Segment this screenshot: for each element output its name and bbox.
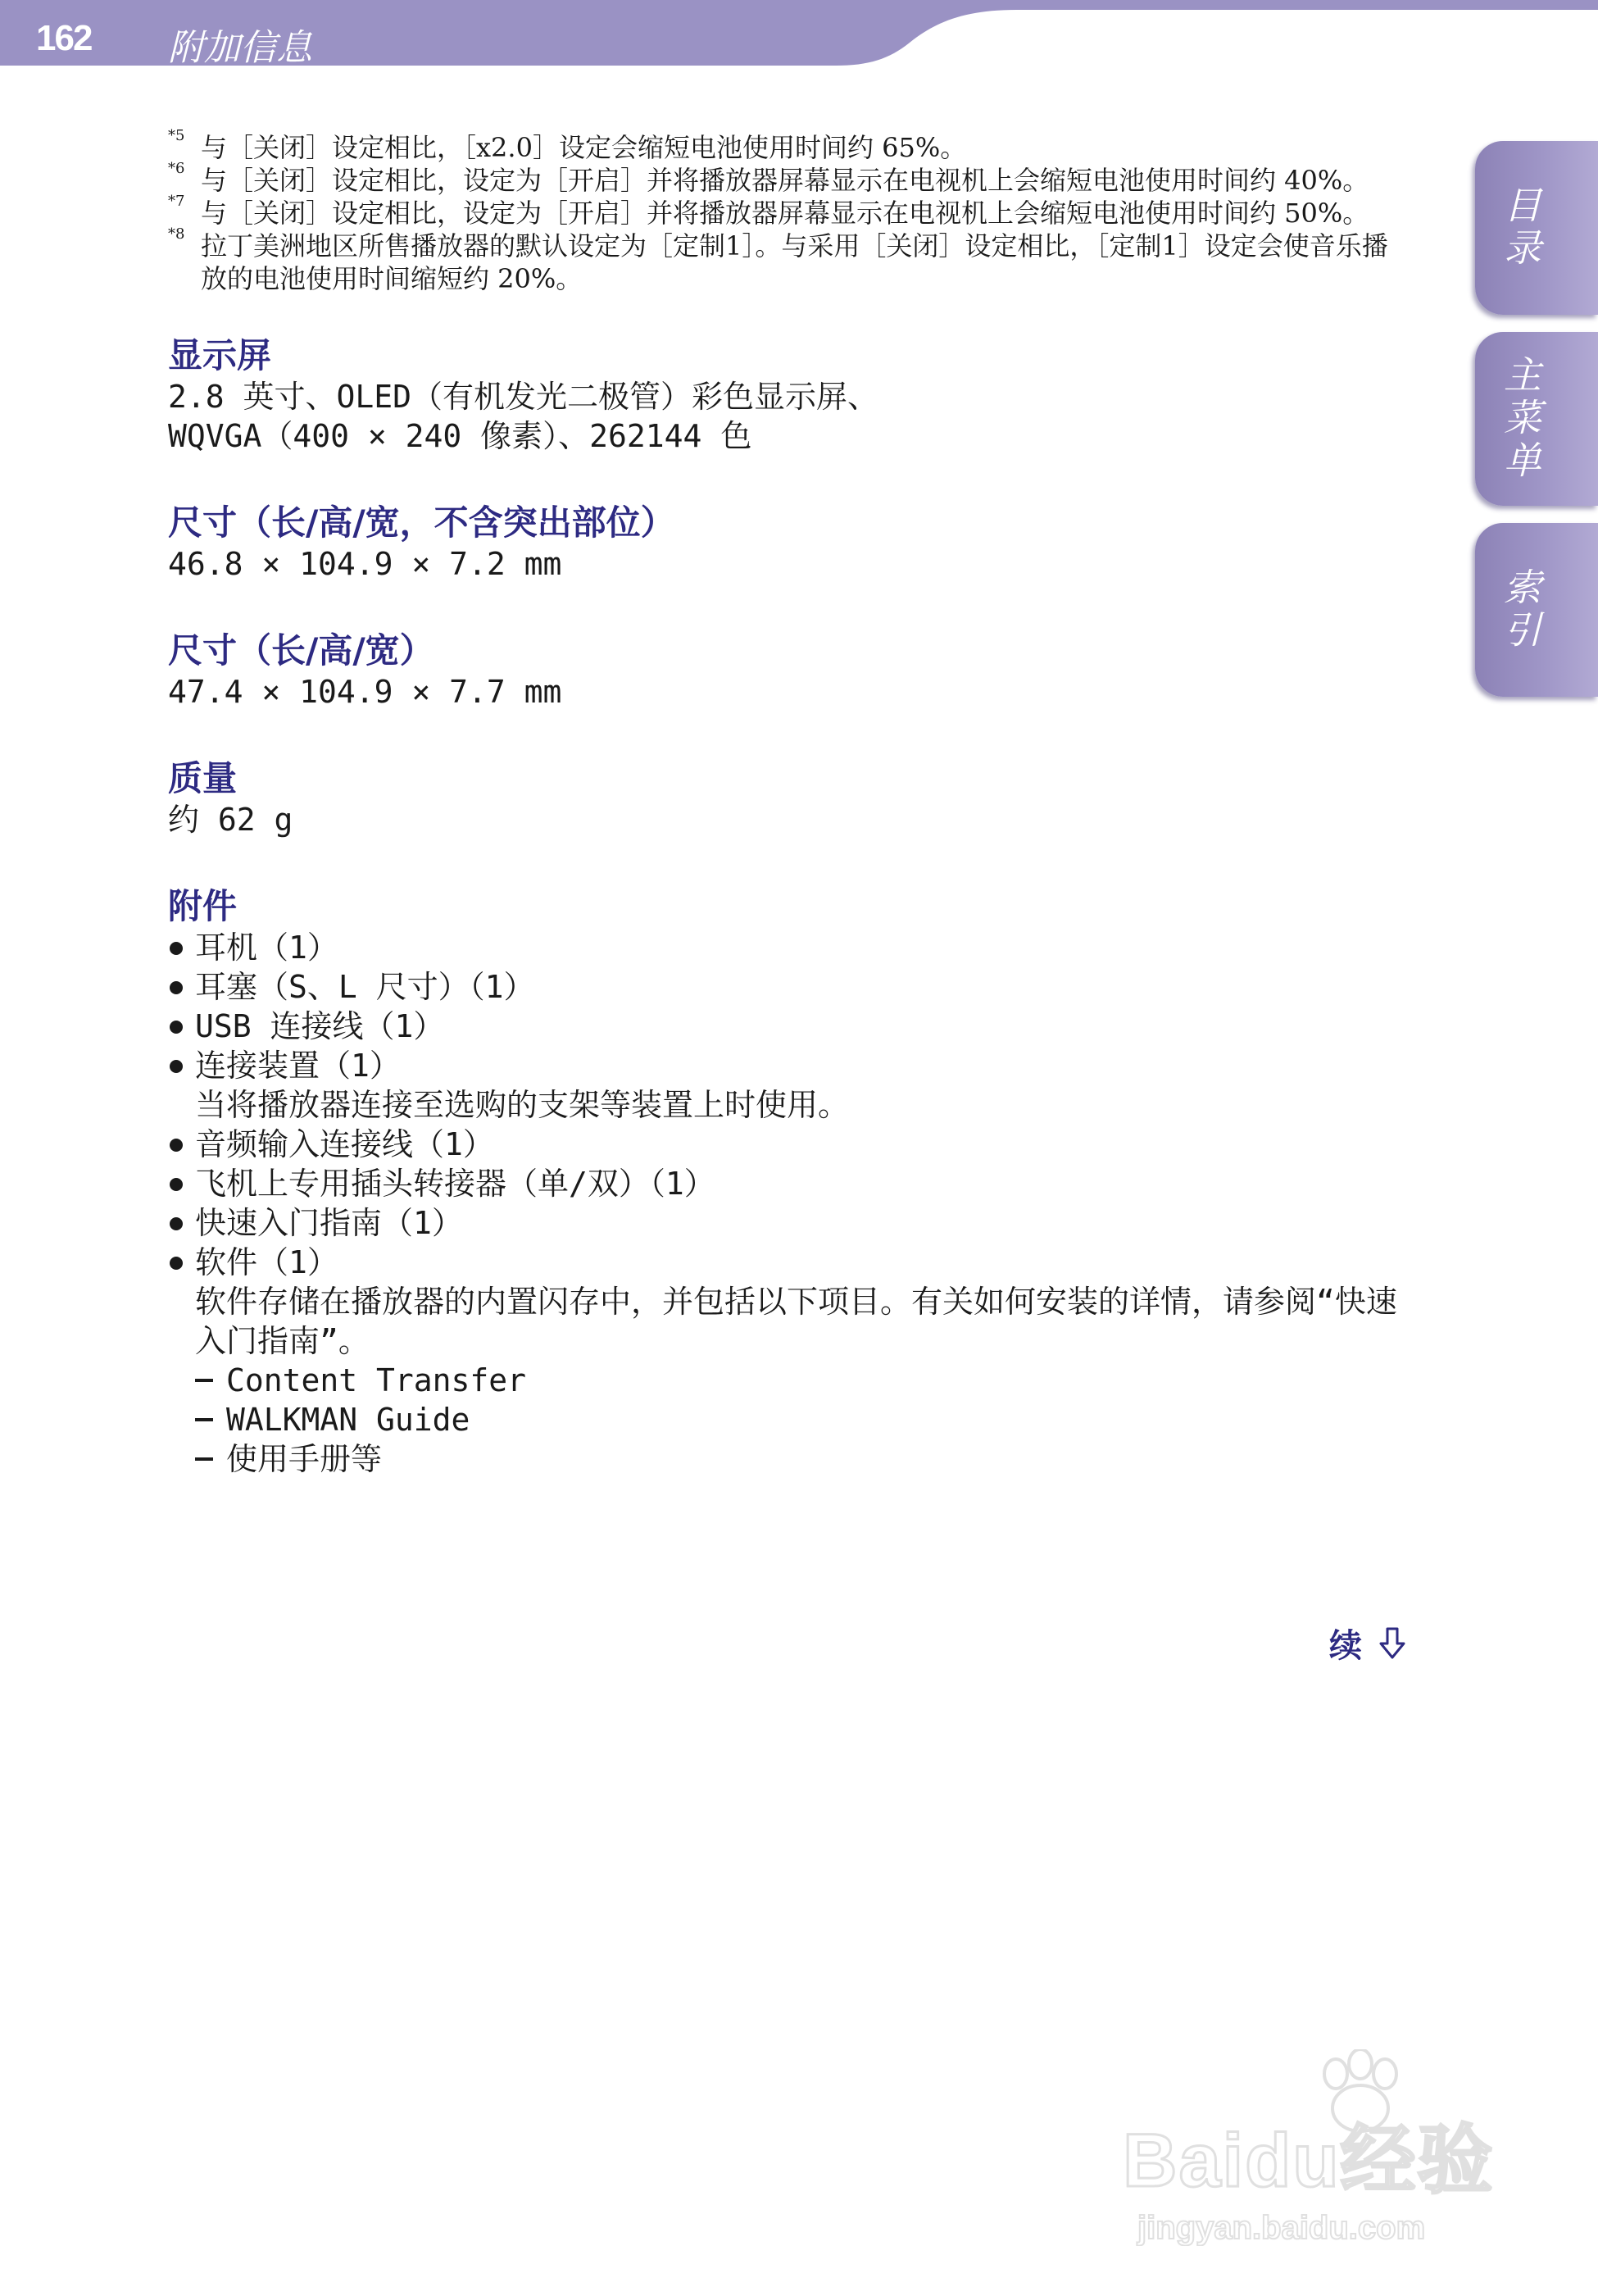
dimensions-heading: 尺寸（长/高/宽） (168, 630, 434, 671)
dimensions-excluding-heading: 尺寸（长/高/宽，不含突出部位） (168, 502, 675, 543)
bullet-icon (170, 981, 183, 994)
bullet-icon (170, 1217, 183, 1230)
section-title: 附加信息 (168, 27, 312, 69)
watermark-url: jingyan.baidu.com (1137, 2210, 1426, 2246)
tab-contents[interactable] (1475, 141, 1598, 315)
tab-main-menu-label: 主菜单 (1498, 355, 1542, 483)
accessory-audio-cable: 音频输入连接线（1） (168, 1125, 1414, 1164)
bullet-icon (170, 1139, 183, 1152)
accessories-list-continued (168, 1125, 1414, 1282)
tab-contents-label: 目录 (1498, 185, 1542, 271)
dash-icon (195, 1418, 213, 1421)
bullet-icon (170, 1257, 183, 1270)
footnote-text: 拉丁美洲地区所售播放器的默认设定为［定制1］。与采用［关闭］设定相比，［定制1］设定会使音乐播放的电池使用时间缩短约 20%。 (201, 230, 1388, 294)
dimensions-value: 47.4 × 104.9 × 7.7 mm (168, 674, 562, 710)
section-mass (168, 757, 1414, 839)
main-content (168, 127, 1414, 1479)
footnote-7 (168, 193, 1414, 230)
continued-label: 续 (1329, 1627, 1362, 1665)
section-dimensions-excluding (168, 502, 1414, 584)
bullet-icon (170, 942, 183, 955)
tab-index[interactable] (1475, 523, 1598, 697)
footnote-mark: *6 (168, 160, 185, 177)
accessory-earbuds: 耳塞（S、L 尺寸）（1） (168, 967, 1414, 1007)
footnote-8 (168, 225, 1414, 295)
accessory-attachment: 连接装置（1） (168, 1046, 1414, 1085)
accessory-plug-adaptor: 飞机上专用插头转接器（单/双）（1） (168, 1164, 1414, 1203)
accessory-quick-start: 快速入门指南（1） (168, 1203, 1414, 1243)
display-heading: 显示屏 (168, 335, 272, 375)
section-dimensions (168, 630, 1414, 712)
software-item-content-transfer: Content Transfer (168, 1361, 1414, 1400)
watermark-text: Baidu经验 (1123, 2119, 1495, 2203)
footnote-mark: *7 (168, 193, 185, 210)
mass-heading: 质量 (168, 758, 238, 798)
accessories-list (168, 928, 1414, 1085)
bullet-icon (170, 1060, 183, 1073)
footnote-mark: *8 (168, 225, 185, 243)
baidu-watermark (1123, 2049, 1516, 2262)
dash-icon (195, 1457, 213, 1461)
section-accessories (168, 885, 1414, 1479)
mass-value: 约 62 g (168, 802, 293, 838)
dimensions-excluding-value: 46.8 × 104.9 × 7.2 mm (168, 546, 562, 582)
dash-icon (195, 1379, 213, 1382)
software-item-walkman-guide: WALKMAN Guide (168, 1400, 1414, 1439)
tab-main-menu[interactable] (1475, 332, 1598, 506)
footnote-6 (168, 160, 1414, 197)
footnote-text: 与［关闭］设定相比，设定为［开启］并将播放器屏幕显示在电视机上会缩短电池使用时间约 50%。 (201, 198, 1369, 229)
accessory-usb-cable: USB 连接线（1） (168, 1007, 1414, 1046)
continued-link[interactable] (1329, 1620, 1406, 1666)
section-display (168, 334, 1414, 456)
footnote-text: 与［关闭］设定相比，设定为［开启］并将播放器屏幕显示在电视机上会缩短电池使用时间约 40%。 (201, 165, 1369, 196)
page-number: 162 (36, 18, 92, 58)
page-header (0, 0, 1598, 67)
display-spec-line-1: 2.8 英寸、OLED（有机发光二极管）彩色显示屏、 (168, 379, 879, 415)
accessories-heading: 附件 (168, 886, 238, 926)
bullet-icon (170, 1021, 183, 1034)
display-spec-line-2: WQVGA（400 × 240 像素）、262144 色 (168, 418, 752, 454)
software-item-manual: 使用手册等 (168, 1439, 1414, 1479)
attachment-description: 当将播放器连接至选购的支架等装置上时使用。 (195, 1087, 850, 1123)
footnote-mark: *5 (168, 127, 185, 144)
bullet-icon (170, 1178, 183, 1191)
software-description: 软件存储在播放器的内置闪存中，并包括以下项目。有关如何安装的详情，请参阅“快速入门指南”。 (195, 1284, 1397, 1359)
tab-index-label: 索引 (1498, 567, 1542, 652)
accessory-headphones: 耳机（1） (168, 928, 1414, 967)
footnotes (168, 127, 1414, 295)
down-arrow-icon (1378, 1627, 1406, 1660)
accessory-software: 软件（1） (168, 1243, 1414, 1282)
footnote-text: 与［关闭］设定相比，［x2.0］设定会缩短电池使用时间约 65%。 (201, 132, 967, 163)
footnote-5 (168, 127, 1414, 164)
